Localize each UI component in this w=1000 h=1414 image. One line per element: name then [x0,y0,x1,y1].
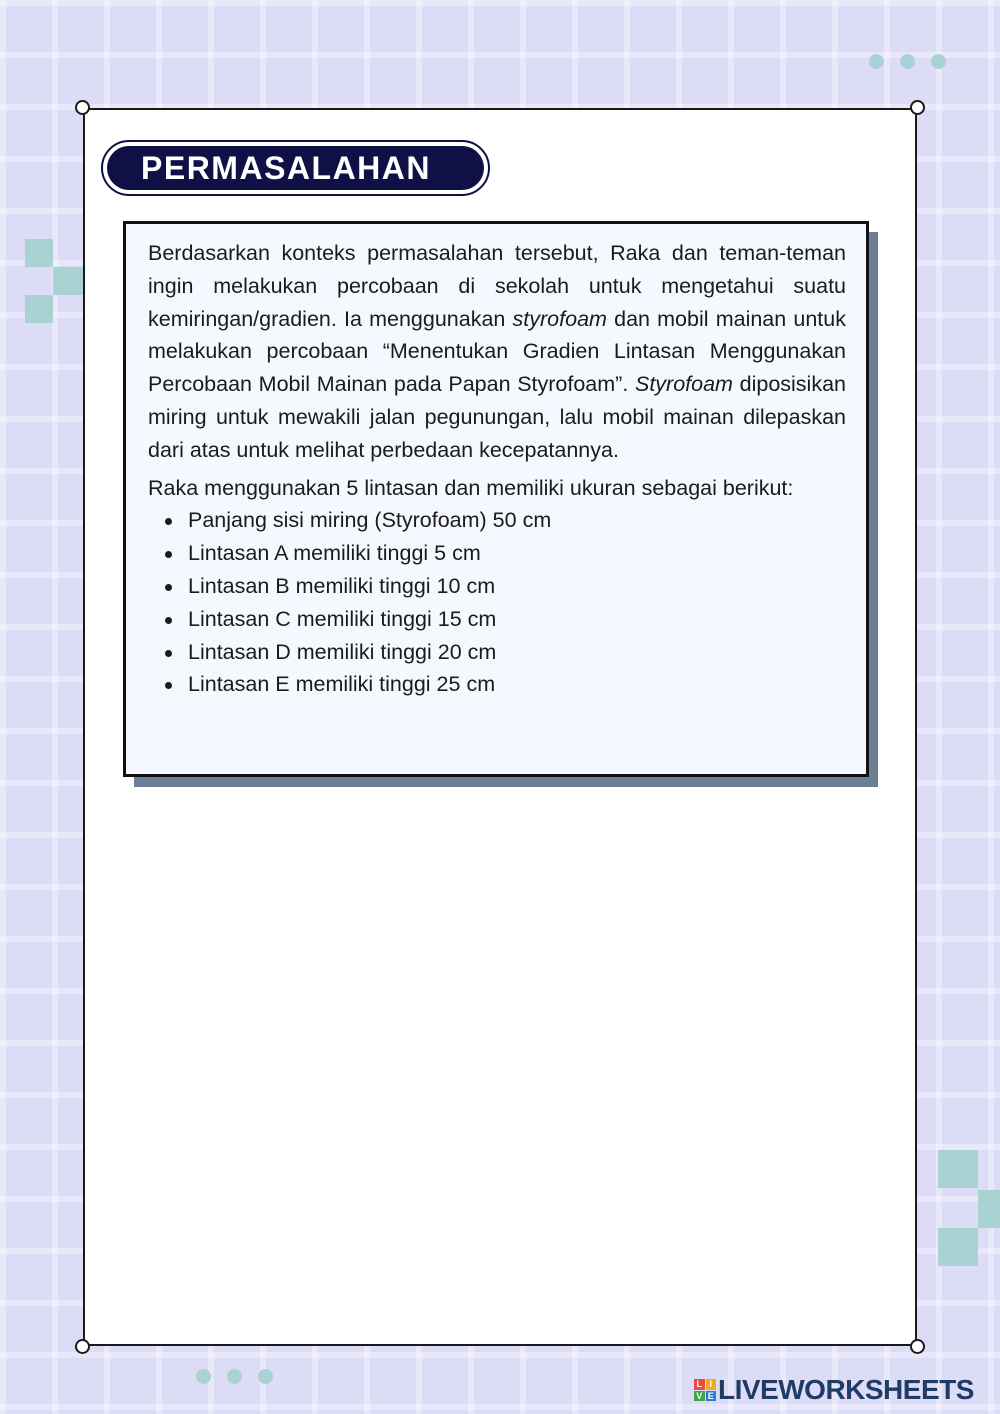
brand-name: LIVEWORKSHEETS [718,1374,974,1405]
list-item: Lintasan D memiliki tinggi 20 cm [148,636,846,669]
liveworksheets-brand [694,1374,974,1406]
paragraph-text: diposisikan miring untuk mewakili jalan pegunungan, lalu mobil mainan dilepaskan dari atas untuk melihat perbedaan kecepatannya. [148,372,846,462]
track-list [148,504,846,701]
logo-letter: E [706,1391,717,1402]
decorative-square [53,267,83,295]
decorative-dot [931,54,946,69]
decorative-square [25,295,53,323]
logo-letter: I [706,1379,717,1390]
decorative-square [938,1228,978,1266]
list-item: Lintasan C memiliki tinggi 15 cm [148,603,846,636]
list-item: Panjang sisi miring (Styrofoam) 50 cm [148,504,846,537]
list-item: Lintasan E memiliki tinggi 25 cm [148,668,846,701]
decorative-square [938,1150,978,1188]
logo-letter: L [694,1379,705,1390]
problem-paragraph-2: Raka menggunakan 5 lintasan dan memiliki ukuran sebagai berikut: [148,475,794,500]
problem-content-box [123,221,869,777]
problem-paragraph-1 [148,237,846,467]
section-title: PERMASALAHAN [141,149,431,186]
decorative-square [978,1190,1000,1228]
section-title-pill [101,140,490,196]
frame-corner-dot [910,1339,925,1354]
liveworksheets-logo-icon [694,1379,716,1401]
paragraph-emphasis: Styrofoam [634,372,733,397]
decorative-dot [869,54,884,69]
section-title-pill-inner [107,146,484,190]
decorative-dot [196,1369,211,1384]
frame-corner-dot [910,100,925,115]
decorative-dot [227,1369,242,1384]
logo-letter: V [694,1391,705,1402]
paragraph-emphasis: styrofoam [512,306,607,331]
decorative-dot [900,54,915,69]
frame-corner-dot [75,1339,90,1354]
decorative-square [25,239,53,267]
list-item: Lintasan A memiliki tinggi 5 cm [148,537,846,570]
paragraph-text: dan mobil mainan untuk melakukan percobaan “Menentukan Gradien Lintasan Menggunakan Percobaan Mobil Mainan pada Papan Styrofoam”. [148,306,846,397]
decorative-dot [258,1369,273,1384]
frame-corner-dot [75,100,90,115]
list-item: Lintasan B memiliki tinggi 10 cm [148,570,846,603]
paragraph-text: Berdasarkan konteks permasalahan tersebut, Raka dan teman-teman ingin melakukan percobaan di sekolah untuk mengetahui suatu kemiringan/gradien. Ia menggunakan [148,241,846,331]
